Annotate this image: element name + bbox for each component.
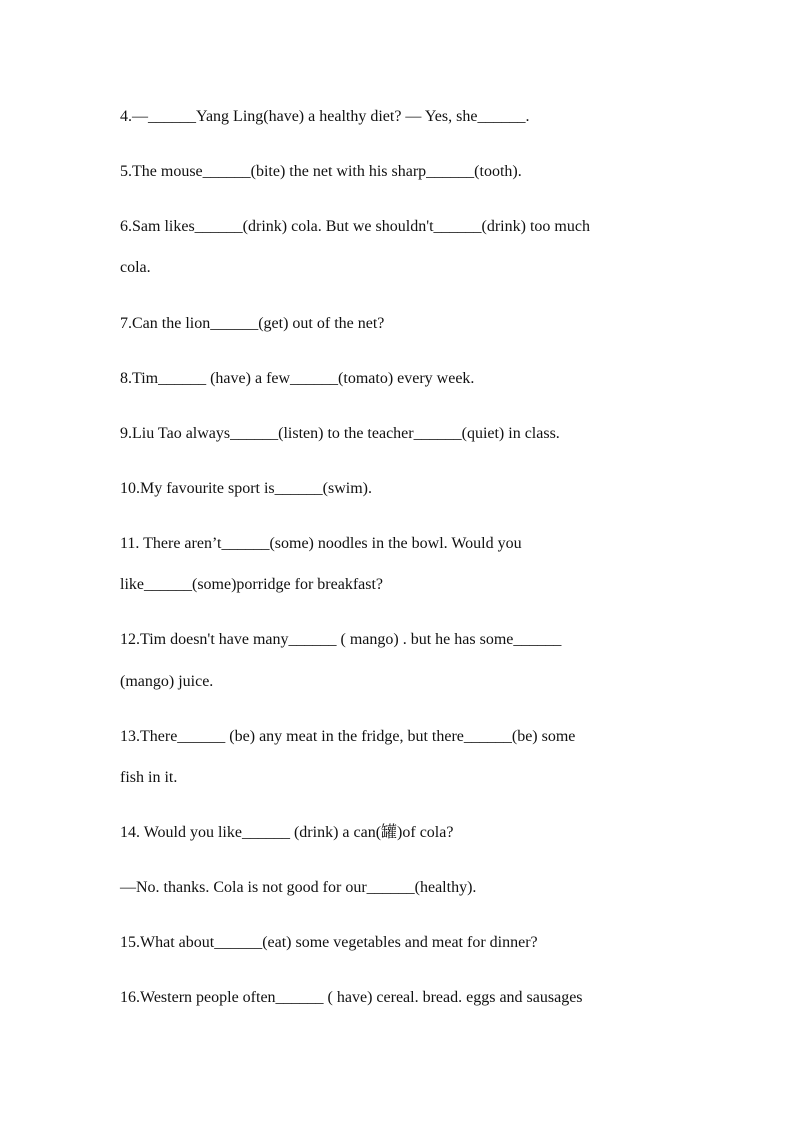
exercise-5-line: 5.The mouse______(bite) the net with his sharp______(tooth). [120, 163, 522, 180]
exercise-12-continuation: (mango) juice. [120, 673, 214, 690]
exercise-6-continuation: cola. [120, 259, 151, 276]
exercise-13-line: 13.There______ (be) any meat in the fridge, but there______(be) some [120, 728, 576, 745]
exercise-8-line: 8.Tim______ (have) a few______(tomato) every week. [120, 370, 475, 387]
exercise-4-line: 4.—______Yang Ling(have) a healthy diet? — Yes, she______. [120, 108, 530, 125]
exercise-9-line: 9.Liu Tao always______(listen) to the teacher______(quiet) in class. [120, 425, 560, 442]
exercise-10-line: 10.My favourite sport is______(swim). [120, 480, 372, 497]
exercise-12-line: 12.Tim doesn't have many______ ( mango) . but he has some______ [120, 631, 562, 648]
exercise-15-line: 15.What about______(eat) some vegetables and meat for dinner? [120, 934, 538, 951]
exercise-11-line: 11. There aren’t______(some) noodles in the bowl. Would you [120, 535, 522, 552]
exercise-14-response: —No. thanks. Cola is not good for our______(healthy). [120, 879, 477, 896]
exercise-6-line: 6.Sam likes______(drink) cola. But we shouldn't______(drink) too much [120, 218, 590, 235]
exercise-7-line: 7.Can the lion______(get) out of the net? [120, 315, 385, 332]
exercise-16-line: 16.Western people often______ ( have) cereal. bread. eggs and sausages [120, 989, 583, 1006]
exercise-11-continuation: like______(some)porridge for breakfast? [120, 576, 384, 593]
exercise-14-line: 14. Would you like______ (drink) a can(罐)of cola? [120, 824, 454, 841]
exercise-13-continuation: fish in it. [120, 769, 178, 786]
